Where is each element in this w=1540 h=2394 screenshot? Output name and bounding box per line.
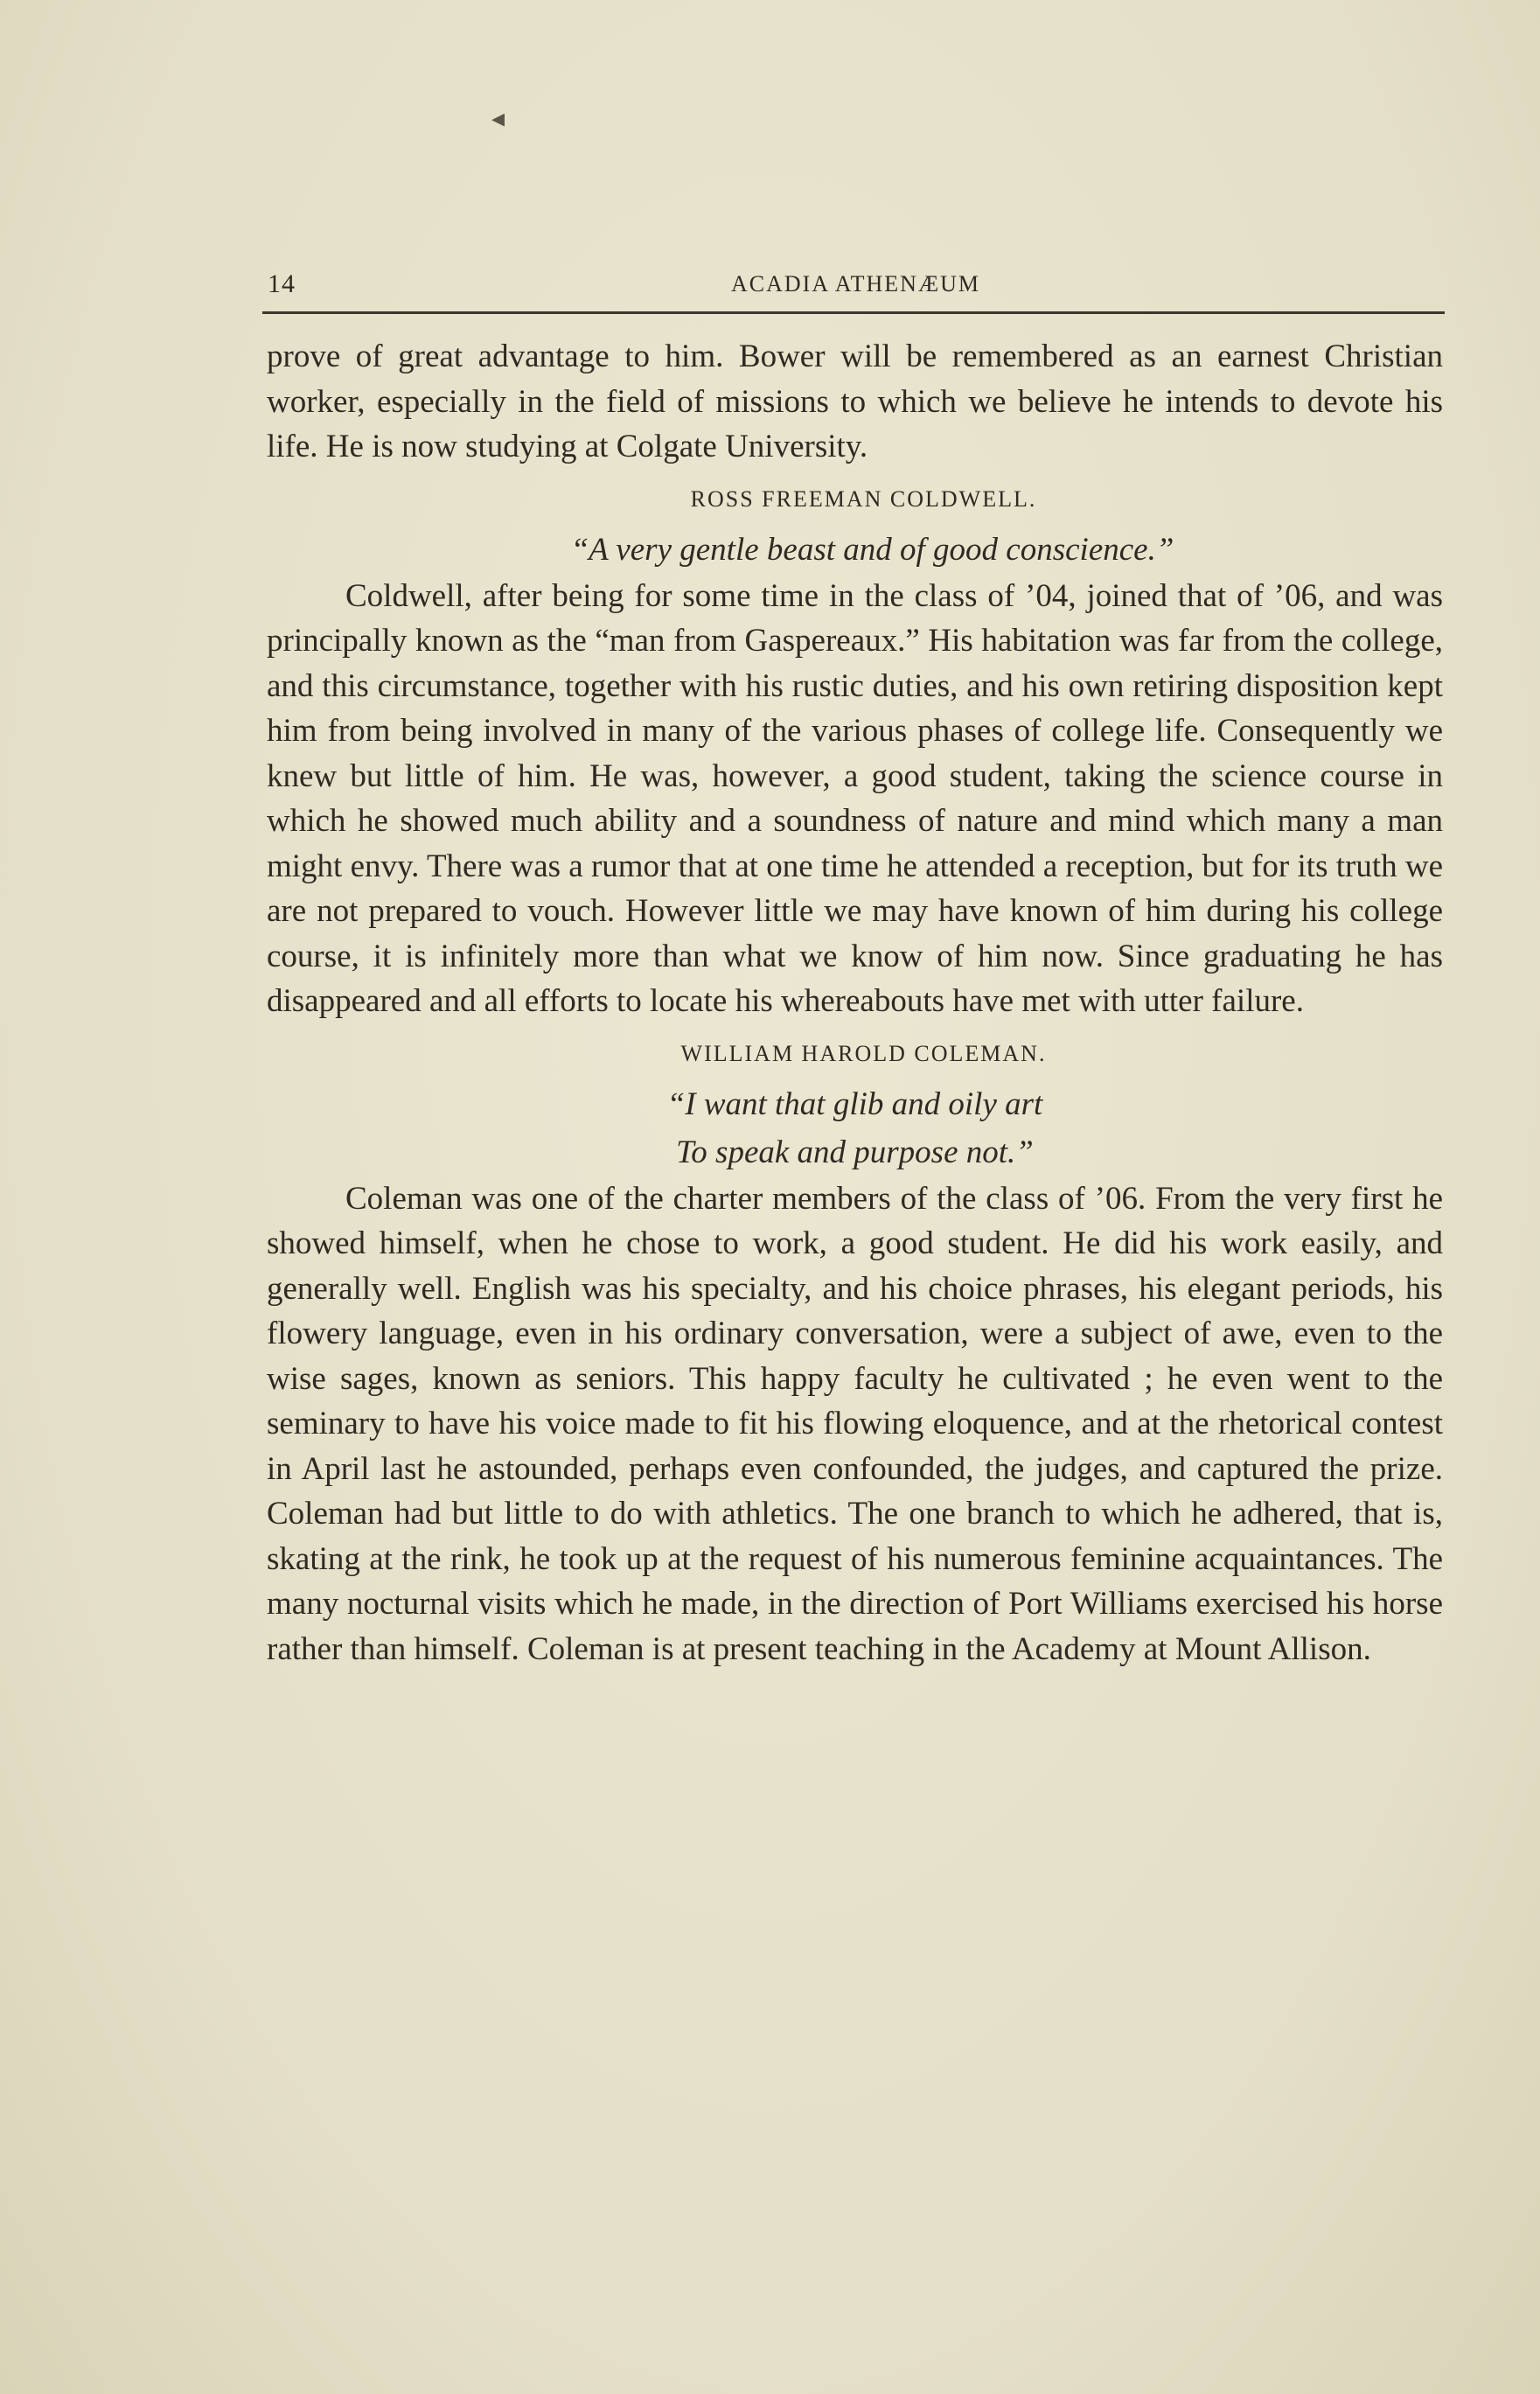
coldwell-paragraph: Coldwell, after being for some time in the class of ’04, joined that of ’06, and was principally known as the “man from Gaspereaux.” His habitation was far from the college, and this circumstance, together with his rustic duties, and his own retiring disposition kept him from being involved in many of the various phases of college life. Consequently we knew but little of him. He was, however, a good student, taking the science course in which he showed much ability and a soundness of nature and mind which many a man might envy. There was a rumor that at one time he attended a reception, but for its truth we are not prepared to vouch. However little we may have known of him during his college course, it is infinitely more than what we know of him now. Since graduating he has disappeared and all efforts to locate his whereabouts have met with utter failure. xyxy=(267,577,1443,1019)
page-number: 14 xyxy=(268,269,296,298)
coleman-paragraph: Coleman was one of the charter members of the class of ’06. From the very first he showed himself, when he chose to work, a good student. He did his work easily, and generally well. English was his specialty, and his choice phrases, his elegant periods, his flowery language, even in his ordinary conversation, were a subject of awe, even to the wise sages, known as seniors. This happy faculty he cultivated ; he even went to the seminary to have his voice made to fit his flowing eloquence, and at the rhetorical contest in April last he astounded, perhaps even confounded, the judges, and captured the prize. Coleman had but little to do with athletics. The one branch to which he adhered, that is, skating at the rink, he took up at the request of his numerous feminine acquaintances. The many nocturnal visits which he made, in the direction of Port Williams exercised his horse rather than himself. Coleman is at present teaching in the Academy at Mount Allison. xyxy=(267,1180,1443,1667)
article-body xyxy=(267,334,1443,1672)
printer-mark: ◂ xyxy=(491,104,505,133)
continuation-paragraph: prove of great advantage to him. Bower will be remembered as an earnest Christian worker, especially in the field of missions to which we believe he intends to devote his life. He is now studying at Colgate University. xyxy=(267,339,1443,464)
header-rule xyxy=(262,311,1445,314)
running-title: ACADIA ATHENÆUM xyxy=(731,271,980,297)
coleman-motto-line2: To speak and purpose not.” xyxy=(676,1134,1034,1170)
coleman-motto-line1: “I want that glib and oily art xyxy=(666,1085,1043,1122)
coldwell-heading: ROSS FREEMAN COLDWELL. xyxy=(690,485,1037,512)
coleman-heading: WILLIAM HAROLD COLEMAN. xyxy=(680,1040,1047,1066)
coldwell-motto: “A very gentle beast and of good conscience.” xyxy=(570,531,1174,568)
